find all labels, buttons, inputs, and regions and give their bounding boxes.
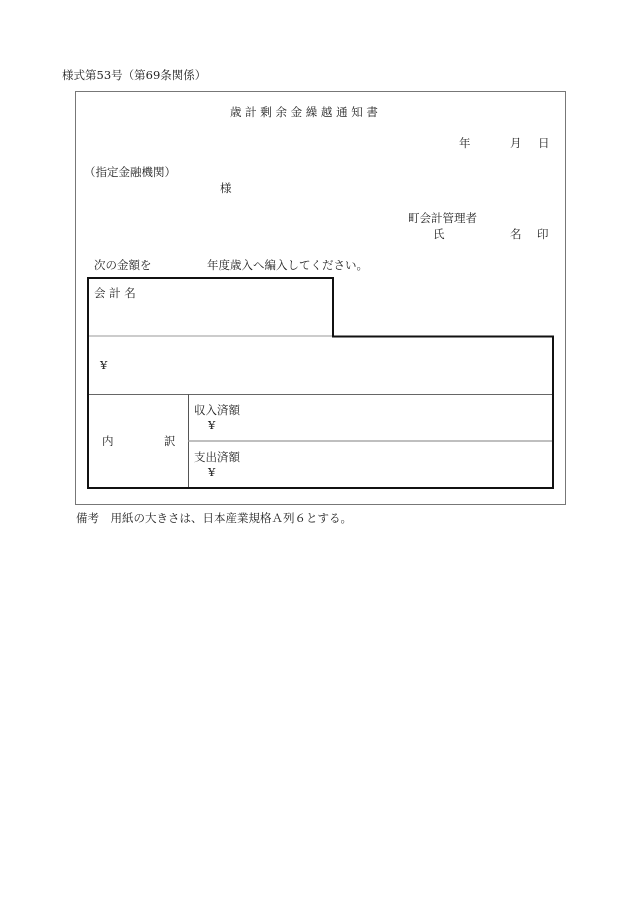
paid-currency: ¥ xyxy=(208,465,216,479)
received-currency: ¥ xyxy=(208,418,216,432)
instruction-text-1: 次の金額を xyxy=(94,258,152,272)
received-amount-label: 収入済額 xyxy=(194,403,240,417)
footnote: 備考 用紙の大きさは、日本産業規格Ａ列６とする。 xyxy=(76,511,352,525)
date-day-label: 日 xyxy=(538,136,550,150)
account-name-label: 会 計 名 xyxy=(94,286,136,300)
document-title: 歳 計 剰 余 金 繰 越 通 知 書 xyxy=(230,105,378,119)
paid-amount-label: 支出済額 xyxy=(194,450,240,464)
recipient-honorific: 様 xyxy=(220,181,232,195)
sender-title: 町会計管理者 xyxy=(408,211,477,225)
form-number: 様式第53号（第69条関係） xyxy=(62,68,207,82)
recipient-label: （指定金融機関） xyxy=(84,165,176,179)
date-year-label: 年 xyxy=(459,136,471,150)
breakdown-label-2: 訳 xyxy=(164,434,176,448)
sender-name-label-2: 名 xyxy=(510,227,522,241)
instruction-text-2: 年度歳入へ編入してください。 xyxy=(207,258,368,272)
breakdown-label-1: 内 xyxy=(102,434,114,448)
seal-mark: 印 xyxy=(537,227,549,241)
amount-currency: ¥ xyxy=(100,358,108,372)
sender-name-label-1: 氏 xyxy=(433,227,445,241)
date-month-label: 月 xyxy=(510,136,522,150)
